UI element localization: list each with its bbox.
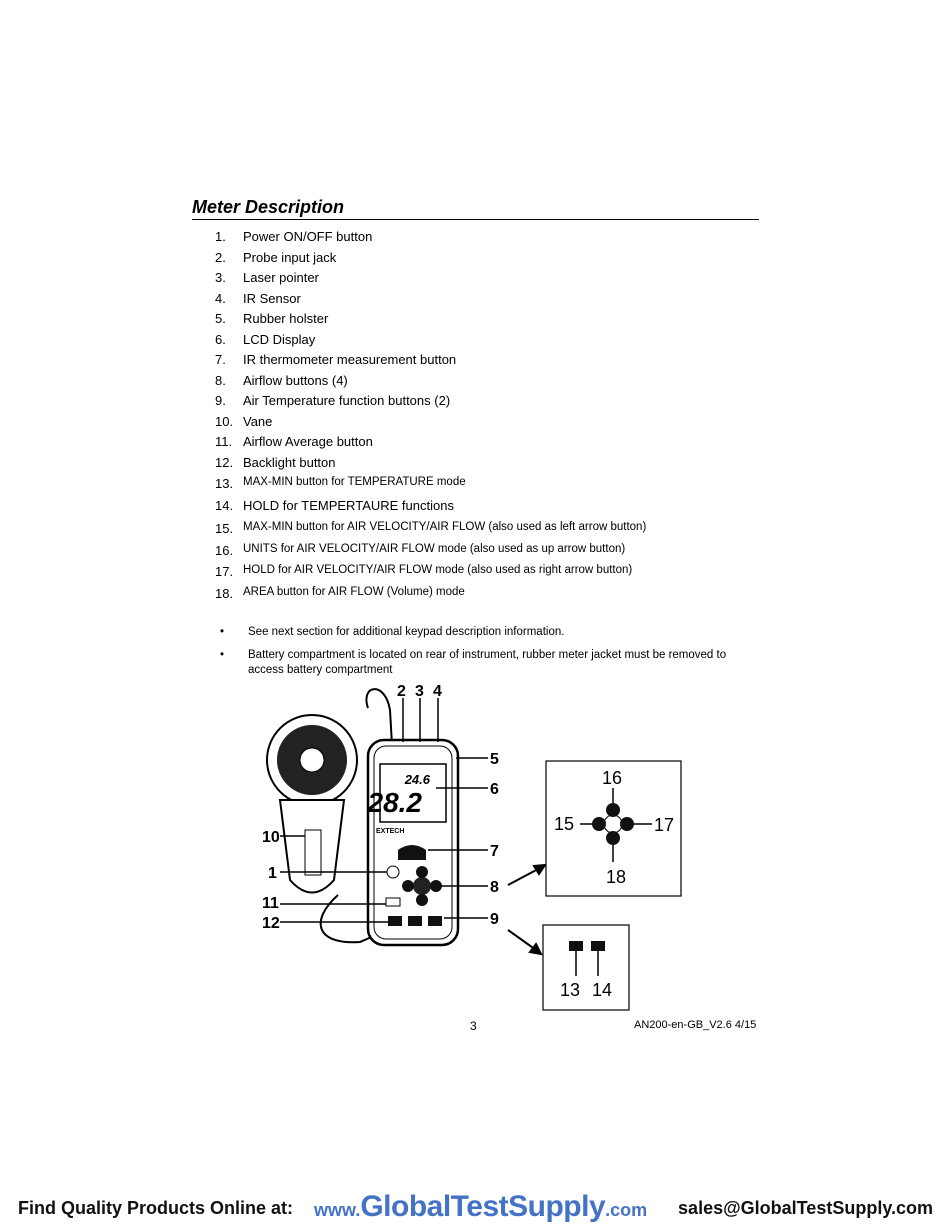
temp-buttons-detail bbox=[543, 925, 629, 1010]
callout-13: 13 bbox=[560, 980, 581, 1000]
callout-8: 8 bbox=[490, 879, 499, 896]
detail-arrows bbox=[508, 865, 545, 954]
footer-tagline: Find Quality Products Online at: bbox=[18, 1198, 294, 1218]
lcd-main-reading: 28.2 bbox=[367, 787, 422, 818]
callout-9: 9 bbox=[490, 911, 499, 928]
meter-body bbox=[367, 740, 459, 945]
footer-website-link[interactable]: www.GlobalTestSupply.com bbox=[314, 1190, 648, 1223]
callout-15: 15 bbox=[554, 814, 575, 834]
airflow-keypad bbox=[413, 877, 431, 895]
callout-12: 12 bbox=[262, 915, 280, 932]
callout-11: 11 bbox=[262, 895, 279, 912]
page-number: 3 bbox=[470, 1019, 477, 1033]
footer bbox=[0, 1190, 950, 1230]
callout-5: 5 bbox=[490, 751, 499, 768]
brand-logo: EXTECH bbox=[376, 828, 405, 835]
callout-6: 6 bbox=[490, 781, 499, 798]
callout-18: 18 bbox=[606, 867, 627, 887]
backlight-button bbox=[388, 916, 402, 926]
footer-email-link[interactable]: sales@GlobalTestSupply.com bbox=[678, 1198, 933, 1218]
callout-10: 10 bbox=[262, 829, 280, 846]
callout-16: 16 bbox=[602, 768, 623, 788]
power-button bbox=[387, 866, 399, 878]
callout-4: 4 bbox=[433, 683, 442, 700]
callout-3: 3 bbox=[415, 683, 424, 700]
callout-2: 2 bbox=[397, 683, 406, 700]
average-button bbox=[386, 898, 400, 906]
keypad-detail bbox=[546, 761, 681, 896]
meter-diagram bbox=[250, 680, 720, 1015]
vane-probe bbox=[267, 715, 357, 893]
callout-17: 17 bbox=[654, 815, 675, 835]
section-heading: Meter Description bbox=[192, 197, 759, 220]
callout-7: 7 bbox=[490, 843, 499, 860]
lcd-top-reading: 24.6 bbox=[404, 772, 430, 787]
callout-14: 14 bbox=[592, 980, 613, 1000]
probe-cable bbox=[366, 689, 392, 745]
callout-1: 1 bbox=[268, 865, 277, 882]
document-id: AN200-en-GB_V2.6 4/15 bbox=[634, 1019, 757, 1031]
